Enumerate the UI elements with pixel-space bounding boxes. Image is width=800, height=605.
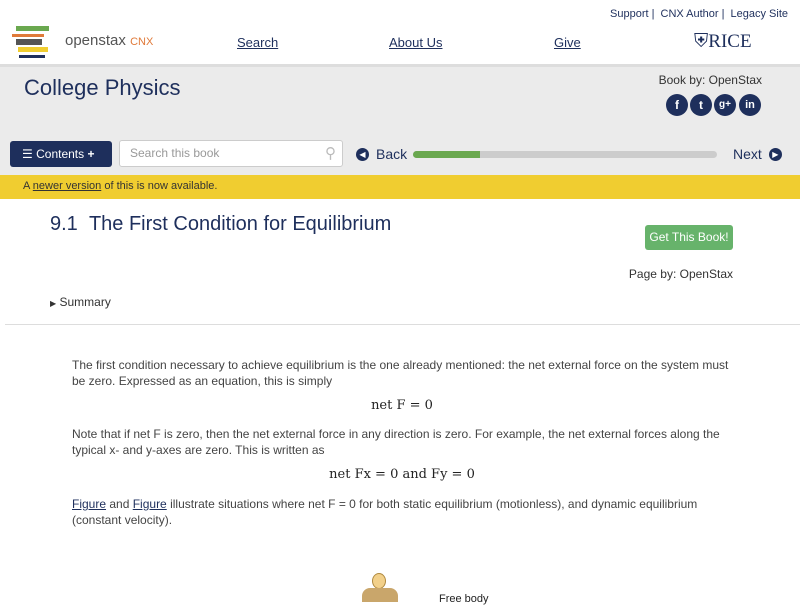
support-link[interactable]: Support [610, 8, 649, 20]
logo-cnx: CNX [130, 36, 154, 48]
rice-logo[interactable]: ⛨RICE [694, 31, 752, 52]
chevron-left-icon: ◀ [356, 148, 369, 161]
get-this-book-button[interactable]: Get This Book! [645, 225, 733, 250]
banner-post: of this is now available. [101, 180, 218, 192]
facebook-icon[interactable]: f [666, 94, 688, 116]
equation-2: net Fx = 0 and Fy = 0 [329, 467, 475, 482]
plus-icon: + [87, 147, 95, 161]
nav-about-us[interactable]: About Us [389, 35, 443, 50]
cnx-author-link[interactable]: CNX Author [660, 8, 719, 20]
contents-button[interactable] [10, 141, 112, 167]
page-title [50, 213, 391, 236]
equation-1: net F = 0 [371, 398, 433, 413]
figure-link-2[interactable]: Figure [132, 497, 167, 511]
twitter-icon[interactable]: t [690, 94, 712, 116]
progress-fill [413, 151, 480, 158]
section-number: 9.1 [50, 213, 78, 235]
book-by: Book by: OpenStax [658, 73, 762, 87]
search-placeholder: Search this book [130, 146, 220, 160]
newer-version-banner [0, 175, 800, 199]
list-icon: ☰ [22, 147, 33, 161]
book-title: College Physics [24, 75, 181, 100]
chevron-right-icon: ▶ [769, 148, 782, 161]
paragraph-3 [72, 496, 732, 528]
summary-toggle[interactable] [50, 295, 111, 309]
back-button[interactable] [356, 146, 407, 162]
rice-text: RICE [708, 31, 752, 52]
p3-rest: illustrate situations where net F = 0 for both static equilibrium (motionless), and dynamic equilibrium (constant velocity). [72, 497, 698, 527]
figure-label: Free body [439, 593, 489, 605]
google-plus-icon[interactable]: g+ [714, 94, 736, 116]
nav-give[interactable]: Give [554, 35, 581, 50]
figure-person-image [360, 573, 400, 600]
linkedin-icon[interactable]: in [739, 94, 761, 116]
divider [5, 324, 800, 325]
p3-and: and [106, 497, 133, 511]
utility-links: Support | CNX Author | Legacy Site [610, 8, 788, 20]
next-button[interactable] [733, 146, 782, 162]
nav-search[interactable]: Search [237, 35, 279, 50]
contents-label: Contents [36, 147, 85, 161]
summary-label: Summary [59, 295, 111, 309]
book-header [0, 64, 800, 175]
search-icon: ⚲ [325, 145, 336, 162]
next-label: Next [733, 146, 762, 162]
search-book-input[interactable] [119, 140, 343, 167]
banner-pre: A [23, 180, 33, 192]
back-label: Back [376, 146, 408, 162]
legacy-site-link[interactable]: Legacy Site [730, 8, 788, 20]
progress-bar [413, 151, 717, 158]
logo-text: openstax [65, 32, 126, 49]
section-title: The First Condition for Equilibrium [88, 213, 392, 235]
figure-link-1[interactable]: Figure [72, 497, 107, 511]
newer-version-link[interactable]: newer version [32, 180, 102, 192]
triangle-right-icon: ▶ [50, 299, 57, 308]
page-by: Page by: OpenStax [628, 267, 733, 281]
paragraph-1: The first condition necessary to achieve equilibrium is the one already mentioned: the net external force on the system must be zero. Expressed as an equation, this is simply [72, 358, 729, 388]
paragraph-2: Note that if net F is zero, then the net external force in any direction is zero. For example, the net external forces along the typical x- and y-axes are zero. This is written as [72, 427, 720, 457]
